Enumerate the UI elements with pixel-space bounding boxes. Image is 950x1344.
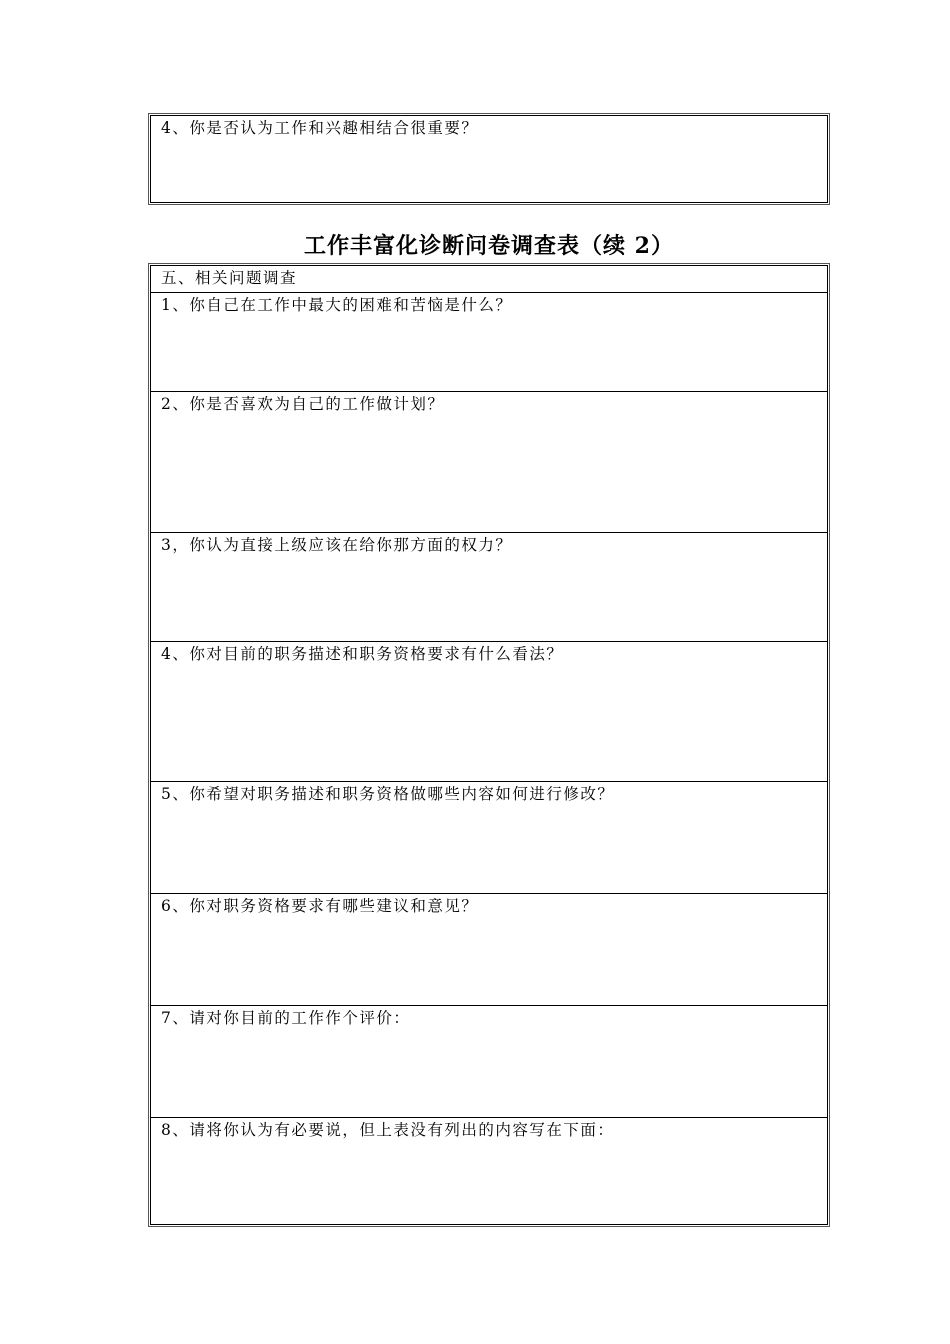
question-cell-8[interactable] [151, 1118, 827, 1224]
question-cell-2[interactable] [151, 392, 827, 533]
page-title: 工作丰富化诊断问卷调查表（续 2） [304, 233, 674, 259]
question-text-4: 4、你对目前的职务描述和职务资格要求有什么看法？ [161, 645, 564, 663]
question-text: 4、你是否认为工作和兴趣相结合很重要？ [161, 119, 479, 137]
question-cell[interactable] [151, 116, 827, 202]
question-cell-5[interactable] [151, 782, 827, 894]
question-text-2: 2、你是否喜欢为自己的工作做计划？ [161, 395, 445, 413]
section-header-text: 五、相关问题调查 [161, 269, 298, 287]
question-cell-4[interactable] [151, 642, 827, 782]
question-text-6: 6、你对职务资格要求有哪些建议和意见？ [161, 897, 479, 915]
question-cell-1[interactable] [151, 293, 827, 392]
question-text-8: 8、请将你认为有必要说，但上表没有列出的内容写在下面： [161, 1121, 615, 1139]
questionnaire-table-main [150, 265, 828, 1225]
question-text-7: 7、请对你目前的工作作个评价： [161, 1009, 411, 1027]
questionnaire-table-top [150, 115, 828, 203]
question-text-3: 3，你认为直接上级应该在给你那方面的权力？ [161, 536, 513, 554]
question-text-5: 5、你希望对职务描述和职务资格做哪些内容如何进行修改？ [161, 785, 615, 803]
question-cell-3[interactable] [151, 533, 827, 642]
question-cell-7[interactable] [151, 1006, 827, 1118]
question-cell-6[interactable] [151, 894, 827, 1006]
question-text-1: 1、你自己在工作中最大的困难和苦恼是什么？ [161, 296, 513, 314]
section-header [151, 266, 827, 293]
